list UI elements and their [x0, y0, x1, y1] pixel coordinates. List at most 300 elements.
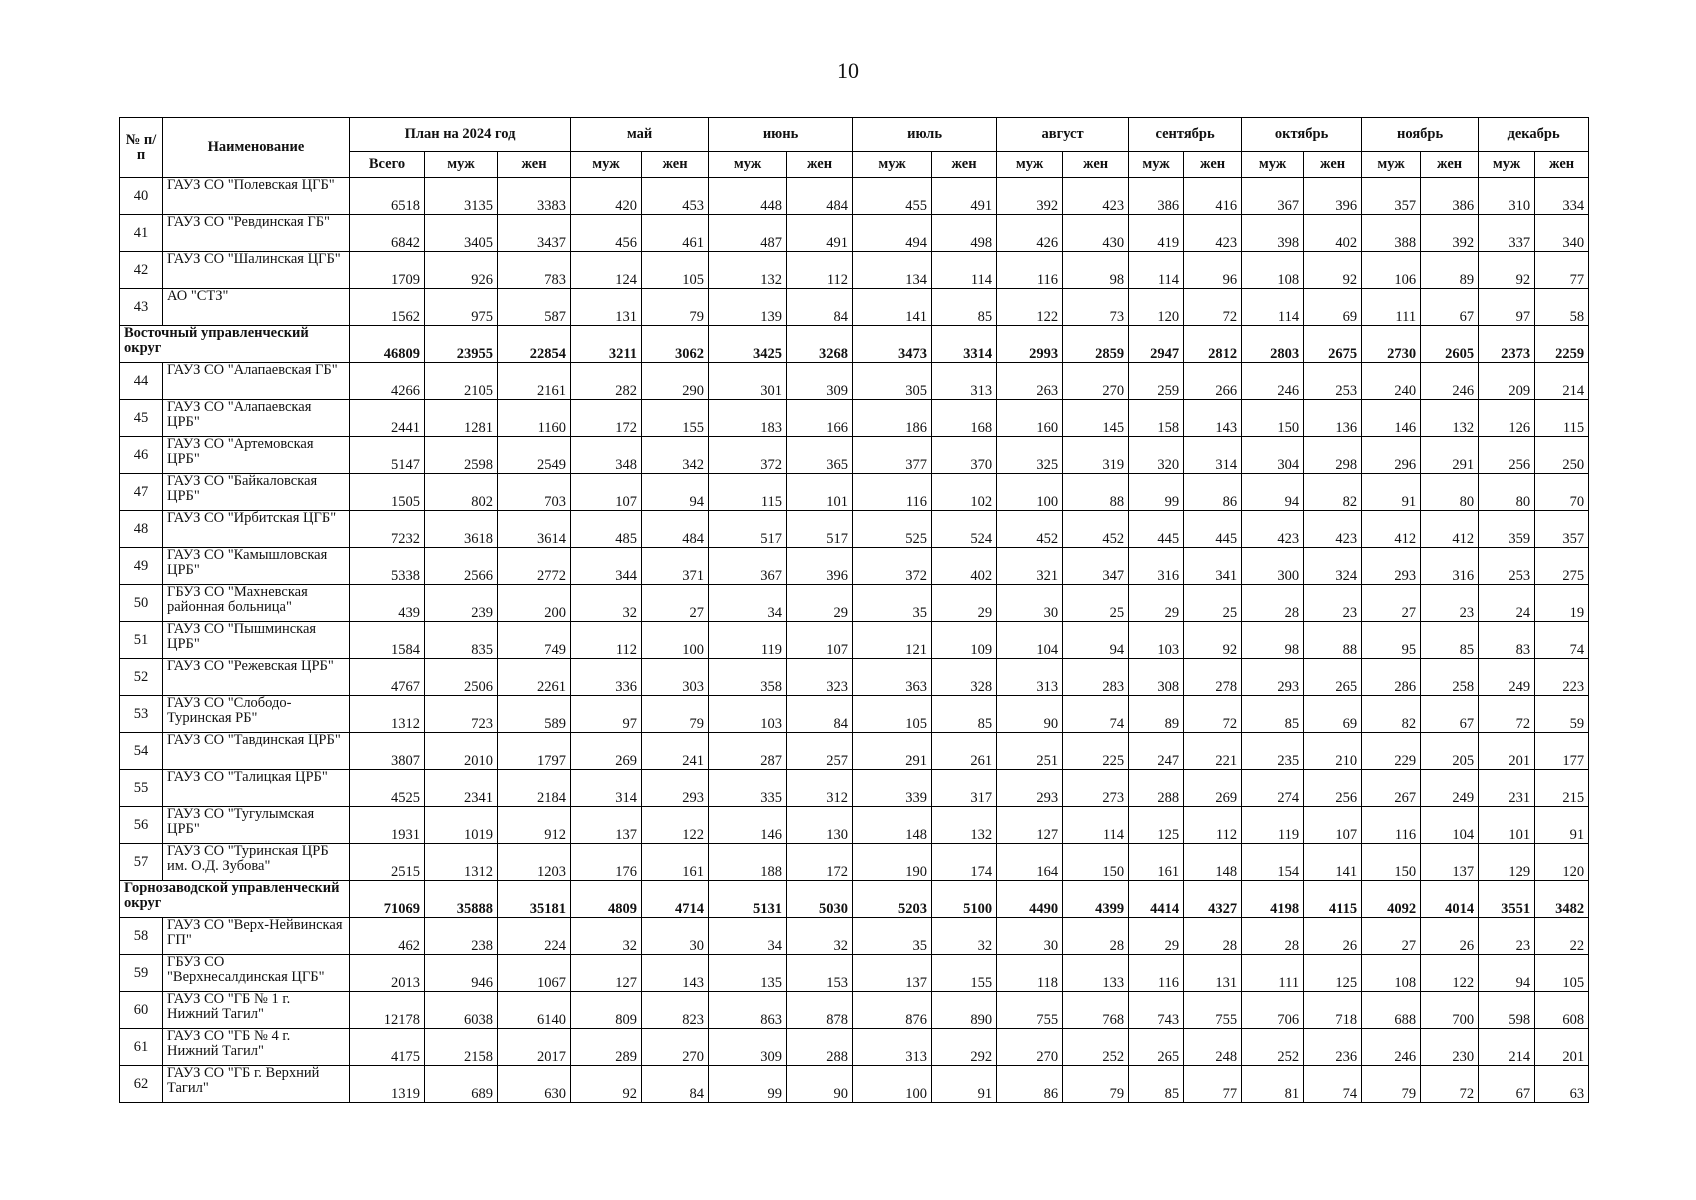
value-cell: 267: [1362, 770, 1421, 807]
row-number: 40: [120, 178, 163, 215]
value-cell: 325: [997, 437, 1063, 474]
value-cell: 190: [853, 844, 932, 881]
value-cell: 119: [709, 622, 787, 659]
value-cell: 288: [787, 1029, 853, 1066]
value-cell: 293: [1362, 548, 1421, 585]
value-cell: 525: [853, 511, 932, 548]
value-cell: 402: [1304, 215, 1362, 252]
value-cell: 291: [853, 733, 932, 770]
value-cell: 2341: [425, 770, 498, 807]
value-cell: 94: [1242, 474, 1304, 511]
value-cell: 6140: [498, 992, 571, 1029]
value-cell: 423: [1242, 511, 1304, 548]
institution-name: ГАУЗ СО "Камышловская ЦРБ": [163, 548, 350, 585]
header-total: Всего: [350, 152, 425, 178]
value-cell: 72: [1184, 696, 1242, 733]
value-cell: 84: [787, 289, 853, 326]
value-cell: 141: [853, 289, 932, 326]
value-cell: 835: [425, 622, 498, 659]
value-cell: 316: [1129, 548, 1184, 585]
value-cell: 314: [571, 770, 642, 807]
value-cell: 802: [425, 474, 498, 511]
value-cell: 30: [997, 918, 1063, 955]
value-cell: 141: [1304, 844, 1362, 881]
value-cell: 372: [709, 437, 787, 474]
value-cell: 5338: [350, 548, 425, 585]
institution-name: ГАУЗ СО "Полевская ЦГБ": [163, 178, 350, 215]
value-cell: 2730: [1362, 326, 1421, 363]
value-cell: 86: [1184, 474, 1242, 511]
value-cell: 59: [1535, 696, 1589, 733]
value-cell: 300: [1242, 548, 1304, 585]
table-row: [120, 955, 1589, 992]
value-cell: 85: [1129, 1066, 1184, 1103]
value-cell: 768: [1063, 992, 1129, 1029]
value-cell: 253: [1479, 548, 1535, 585]
row-number: 57: [120, 844, 163, 881]
value-cell: 134: [853, 252, 932, 289]
value-cell: 28: [1242, 918, 1304, 955]
value-cell: 823: [642, 992, 709, 1029]
value-cell: 359: [1479, 511, 1535, 548]
value-cell: 201: [1535, 1029, 1589, 1066]
value-cell: 312: [787, 770, 853, 807]
region-name: Восточный управленческий округ: [120, 326, 350, 363]
value-cell: 122: [642, 807, 709, 844]
value-cell: 77: [1535, 252, 1589, 289]
value-cell: 270: [1063, 363, 1129, 400]
value-cell: 94: [1479, 955, 1535, 992]
row-number: 59: [120, 955, 163, 992]
value-cell: 452: [997, 511, 1063, 548]
value-cell: 161: [642, 844, 709, 881]
table-row: [120, 696, 1589, 733]
value-cell: 358: [709, 659, 787, 696]
value-cell: 320: [1129, 437, 1184, 474]
value-cell: 108: [1242, 252, 1304, 289]
table-row: [120, 918, 1589, 955]
value-cell: 125: [1129, 807, 1184, 844]
value-cell: 176: [571, 844, 642, 881]
value-cell: 319: [1063, 437, 1129, 474]
value-cell: 1160: [498, 400, 571, 437]
value-cell: 22854: [498, 326, 571, 363]
header-month: декабрь: [1479, 118, 1589, 152]
table-row: [120, 511, 1589, 548]
value-cell: 321: [997, 548, 1063, 585]
value-cell: 494: [853, 215, 932, 252]
value-cell: 74: [1063, 696, 1129, 733]
value-cell: 79: [1362, 1066, 1421, 1103]
value-cell: 3551: [1479, 881, 1535, 918]
value-cell: 168: [932, 400, 997, 437]
row-number: 60: [120, 992, 163, 1029]
value-cell: 452: [1063, 511, 1129, 548]
value-cell: 2105: [425, 363, 498, 400]
value-cell: 4490: [997, 881, 1063, 918]
value-cell: 259: [1129, 363, 1184, 400]
value-cell: 688: [1362, 992, 1421, 1029]
value-cell: 3437: [498, 215, 571, 252]
value-cell: 86: [997, 1066, 1063, 1103]
value-cell: 29: [1129, 918, 1184, 955]
table-row: [120, 622, 1589, 659]
value-cell: 313: [853, 1029, 932, 1066]
value-cell: 718: [1304, 992, 1362, 1029]
value-cell: 291: [1421, 437, 1479, 474]
value-cell: 25: [1184, 585, 1242, 622]
row-number: 56: [120, 807, 163, 844]
value-cell: 2161: [498, 363, 571, 400]
value-cell: 342: [642, 437, 709, 474]
value-cell: 246: [1421, 363, 1479, 400]
header-female: жен: [1063, 152, 1129, 178]
value-cell: 4014: [1421, 881, 1479, 918]
value-cell: 416: [1184, 178, 1242, 215]
row-number: 61: [120, 1029, 163, 1066]
value-cell: 116: [997, 252, 1063, 289]
value-cell: 3807: [350, 733, 425, 770]
value-cell: 71069: [350, 881, 425, 918]
value-cell: 29: [787, 585, 853, 622]
value-cell: 80: [1421, 474, 1479, 511]
table-row: [120, 289, 1589, 326]
header-male: муж: [425, 152, 498, 178]
value-cell: 2812: [1184, 326, 1242, 363]
value-cell: 2675: [1304, 326, 1362, 363]
value-cell: 231: [1479, 770, 1535, 807]
value-cell: 783: [498, 252, 571, 289]
value-cell: 105: [1535, 955, 1589, 992]
value-cell: 2373: [1479, 326, 1535, 363]
value-cell: 386: [1129, 178, 1184, 215]
institution-name: ГБУЗ СО "Махневская районная больница": [163, 585, 350, 622]
value-cell: 112: [571, 622, 642, 659]
value-cell: 26: [1304, 918, 1362, 955]
value-cell: 22: [1535, 918, 1589, 955]
value-cell: 118: [997, 955, 1063, 992]
value-cell: 3383: [498, 178, 571, 215]
row-number: 47: [120, 474, 163, 511]
value-cell: 498: [932, 215, 997, 252]
institution-name: АО "СТЗ": [163, 289, 350, 326]
value-cell: 124: [571, 252, 642, 289]
value-cell: 67: [1421, 289, 1479, 326]
value-cell: 32: [571, 918, 642, 955]
value-cell: 371: [642, 548, 709, 585]
value-cell: 266: [1184, 363, 1242, 400]
value-cell: 5030: [787, 881, 853, 918]
value-cell: 108: [1362, 955, 1421, 992]
value-cell: 2441: [350, 400, 425, 437]
value-cell: 491: [932, 178, 997, 215]
value-cell: 4399: [1063, 881, 1129, 918]
value-cell: 29: [932, 585, 997, 622]
value-cell: 225: [1063, 733, 1129, 770]
value-cell: 166: [787, 400, 853, 437]
value-cell: 145: [1063, 400, 1129, 437]
value-cell: 912: [498, 807, 571, 844]
value-cell: 2566: [425, 548, 498, 585]
header-female: жен: [787, 152, 853, 178]
value-cell: 74: [1535, 622, 1589, 659]
institution-name: ГАУЗ СО "ГБ № 1 г. Нижний Тагил": [163, 992, 350, 1029]
value-cell: 3268: [787, 326, 853, 363]
row-number: 41: [120, 215, 163, 252]
value-cell: 153: [787, 955, 853, 992]
value-cell: 46809: [350, 326, 425, 363]
value-cell: 146: [1362, 400, 1421, 437]
institution-name: ГАУЗ СО "Алапаевская ЦРБ": [163, 400, 350, 437]
value-cell: 305: [853, 363, 932, 400]
value-cell: 30: [997, 585, 1063, 622]
value-cell: 235: [1242, 733, 1304, 770]
value-cell: 334: [1535, 178, 1589, 215]
value-cell: 344: [571, 548, 642, 585]
value-cell: 2515: [350, 844, 425, 881]
table-row: [120, 548, 1589, 585]
value-cell: 5131: [709, 881, 787, 918]
header-plan: План на 2024 год: [350, 118, 571, 152]
value-cell: 589: [498, 696, 571, 733]
value-cell: 27: [1362, 918, 1421, 955]
table-row: [120, 807, 1589, 844]
value-cell: 67: [1479, 1066, 1535, 1103]
value-cell: 210: [1304, 733, 1362, 770]
value-cell: 79: [642, 696, 709, 733]
value-cell: 340: [1535, 215, 1589, 252]
value-cell: 876: [853, 992, 932, 1029]
value-cell: 430: [1063, 215, 1129, 252]
value-cell: 63: [1535, 1066, 1589, 1103]
value-cell: 946: [425, 955, 498, 992]
value-cell: 148: [1184, 844, 1242, 881]
value-cell: 357: [1362, 178, 1421, 215]
value-cell: 238: [425, 918, 498, 955]
value-cell: 293: [1242, 659, 1304, 696]
value-cell: 1562: [350, 289, 425, 326]
value-cell: 2598: [425, 437, 498, 474]
value-cell: 337: [1479, 215, 1535, 252]
region-subtotal-row: [120, 326, 1589, 363]
value-cell: 183: [709, 400, 787, 437]
value-cell: 517: [709, 511, 787, 548]
value-cell: 258: [1421, 659, 1479, 696]
institution-name: ГАУЗ СО "Тугулымская ЦРБ": [163, 807, 350, 844]
value-cell: 598: [1479, 992, 1535, 1029]
value-cell: 105: [642, 252, 709, 289]
table-row: [120, 770, 1589, 807]
value-cell: 136: [1304, 400, 1362, 437]
value-cell: 135: [709, 955, 787, 992]
value-cell: 4115: [1304, 881, 1362, 918]
value-cell: 257: [787, 733, 853, 770]
value-cell: 308: [1129, 659, 1184, 696]
value-cell: 107: [1304, 807, 1362, 844]
value-cell: 104: [1421, 807, 1479, 844]
value-cell: 2158: [425, 1029, 498, 1066]
value-cell: 4327: [1184, 881, 1242, 918]
row-number: 54: [120, 733, 163, 770]
value-cell: 252: [1242, 1029, 1304, 1066]
value-cell: 201: [1479, 733, 1535, 770]
header-month: ноябрь: [1362, 118, 1479, 152]
header-male: муж: [1362, 152, 1421, 178]
value-cell: 83: [1479, 622, 1535, 659]
value-cell: 265: [1304, 659, 1362, 696]
value-cell: 130: [787, 807, 853, 844]
value-cell: 28: [1184, 918, 1242, 955]
value-cell: 107: [787, 622, 853, 659]
value-cell: 236: [1304, 1029, 1362, 1066]
value-cell: 131: [571, 289, 642, 326]
value-cell: 484: [642, 511, 709, 548]
row-number: 49: [120, 548, 163, 585]
value-cell: 2605: [1421, 326, 1479, 363]
value-cell: 125: [1304, 955, 1362, 992]
row-number: 55: [120, 770, 163, 807]
value-cell: 85: [1242, 696, 1304, 733]
row-number: 42: [120, 252, 163, 289]
value-cell: 98: [1063, 252, 1129, 289]
table-row: [120, 585, 1589, 622]
value-cell: 2803: [1242, 326, 1304, 363]
row-number: 52: [120, 659, 163, 696]
value-cell: 3211: [571, 326, 642, 363]
value-cell: 703: [498, 474, 571, 511]
value-cell: 270: [642, 1029, 709, 1066]
value-cell: 200: [498, 585, 571, 622]
header-month: июнь: [709, 118, 853, 152]
header-female: жен: [1304, 152, 1362, 178]
value-cell: 69: [1304, 289, 1362, 326]
value-cell: 102: [932, 474, 997, 511]
value-cell: 283: [1063, 659, 1129, 696]
value-cell: 104: [997, 622, 1063, 659]
institution-name: ГАУЗ СО "ГБ г. Верхний Тагил": [163, 1066, 350, 1103]
value-cell: 158: [1129, 400, 1184, 437]
value-cell: 116: [1362, 807, 1421, 844]
value-cell: 248: [1184, 1029, 1242, 1066]
value-cell: 112: [1184, 807, 1242, 844]
value-cell: 28: [1242, 585, 1304, 622]
value-cell: 249: [1421, 770, 1479, 807]
value-cell: 423: [1063, 178, 1129, 215]
value-cell: 32: [787, 918, 853, 955]
value-cell: 215: [1535, 770, 1589, 807]
value-cell: 85: [932, 696, 997, 733]
value-cell: 100: [997, 474, 1063, 511]
value-cell: 120: [1535, 844, 1589, 881]
value-cell: 79: [642, 289, 709, 326]
value-cell: 115: [709, 474, 787, 511]
value-cell: 4414: [1129, 881, 1184, 918]
value-cell: 630: [498, 1066, 571, 1103]
value-cell: 304: [1242, 437, 1304, 474]
value-cell: 392: [1421, 215, 1479, 252]
table-row: [120, 992, 1589, 1029]
value-cell: 89: [1129, 696, 1184, 733]
value-cell: 363: [853, 659, 932, 696]
value-cell: 261: [932, 733, 997, 770]
value-cell: 221: [1184, 733, 1242, 770]
header-male: муж: [709, 152, 787, 178]
value-cell: 119: [1242, 807, 1304, 844]
header-name: Наименование: [163, 118, 350, 178]
value-cell: 90: [787, 1066, 853, 1103]
value-cell: 133: [1063, 955, 1129, 992]
value-cell: 72: [1184, 289, 1242, 326]
value-cell: 88: [1063, 474, 1129, 511]
header-female: жен: [932, 152, 997, 178]
value-cell: 3405: [425, 215, 498, 252]
value-cell: 270: [997, 1029, 1063, 1066]
header-month: сентябрь: [1129, 118, 1242, 152]
value-cell: 72: [1421, 1066, 1479, 1103]
value-cell: 386: [1421, 178, 1479, 215]
value-cell: 99: [709, 1066, 787, 1103]
value-cell: 23: [1479, 918, 1535, 955]
value-cell: 172: [787, 844, 853, 881]
value-cell: 1067: [498, 955, 571, 992]
value-cell: 1505: [350, 474, 425, 511]
value-cell: 23955: [425, 326, 498, 363]
value-cell: 388: [1362, 215, 1421, 252]
value-cell: 82: [1304, 474, 1362, 511]
value-cell: 100: [642, 622, 709, 659]
value-cell: 29: [1129, 585, 1184, 622]
row-number: 50: [120, 585, 163, 622]
value-cell: 1019: [425, 807, 498, 844]
value-cell: 328: [932, 659, 997, 696]
value-cell: 2549: [498, 437, 571, 474]
value-cell: 84: [787, 696, 853, 733]
row-number: 46: [120, 437, 163, 474]
value-cell: 608: [1535, 992, 1589, 1029]
value-cell: 456: [571, 215, 642, 252]
institution-name: ГАУЗ СО "Верх-Нейвинская ГП": [163, 918, 350, 955]
value-cell: 309: [709, 1029, 787, 1066]
value-cell: 1312: [425, 844, 498, 881]
header-female: жен: [1421, 152, 1479, 178]
value-cell: 109: [932, 622, 997, 659]
value-cell: 310: [1479, 178, 1535, 215]
table-row: [120, 363, 1589, 400]
value-cell: 396: [1304, 178, 1362, 215]
value-cell: 92: [1184, 622, 1242, 659]
value-cell: 309: [787, 363, 853, 400]
value-cell: 95: [1362, 622, 1421, 659]
value-cell: 3062: [642, 326, 709, 363]
value-cell: 269: [1184, 770, 1242, 807]
value-cell: 250: [1535, 437, 1589, 474]
value-cell: 706: [1242, 992, 1304, 1029]
value-cell: 396: [787, 548, 853, 585]
value-cell: 239: [425, 585, 498, 622]
row-number: 62: [120, 1066, 163, 1103]
value-cell: 92: [1479, 252, 1535, 289]
data-table: [119, 117, 1589, 1103]
value-cell: 28: [1063, 918, 1129, 955]
value-cell: 3618: [425, 511, 498, 548]
value-cell: 289: [571, 1029, 642, 1066]
value-cell: 339: [853, 770, 932, 807]
value-cell: 341: [1184, 548, 1242, 585]
value-cell: 439: [350, 585, 425, 622]
value-cell: 256: [1479, 437, 1535, 474]
value-cell: 1797: [498, 733, 571, 770]
value-cell: 2261: [498, 659, 571, 696]
